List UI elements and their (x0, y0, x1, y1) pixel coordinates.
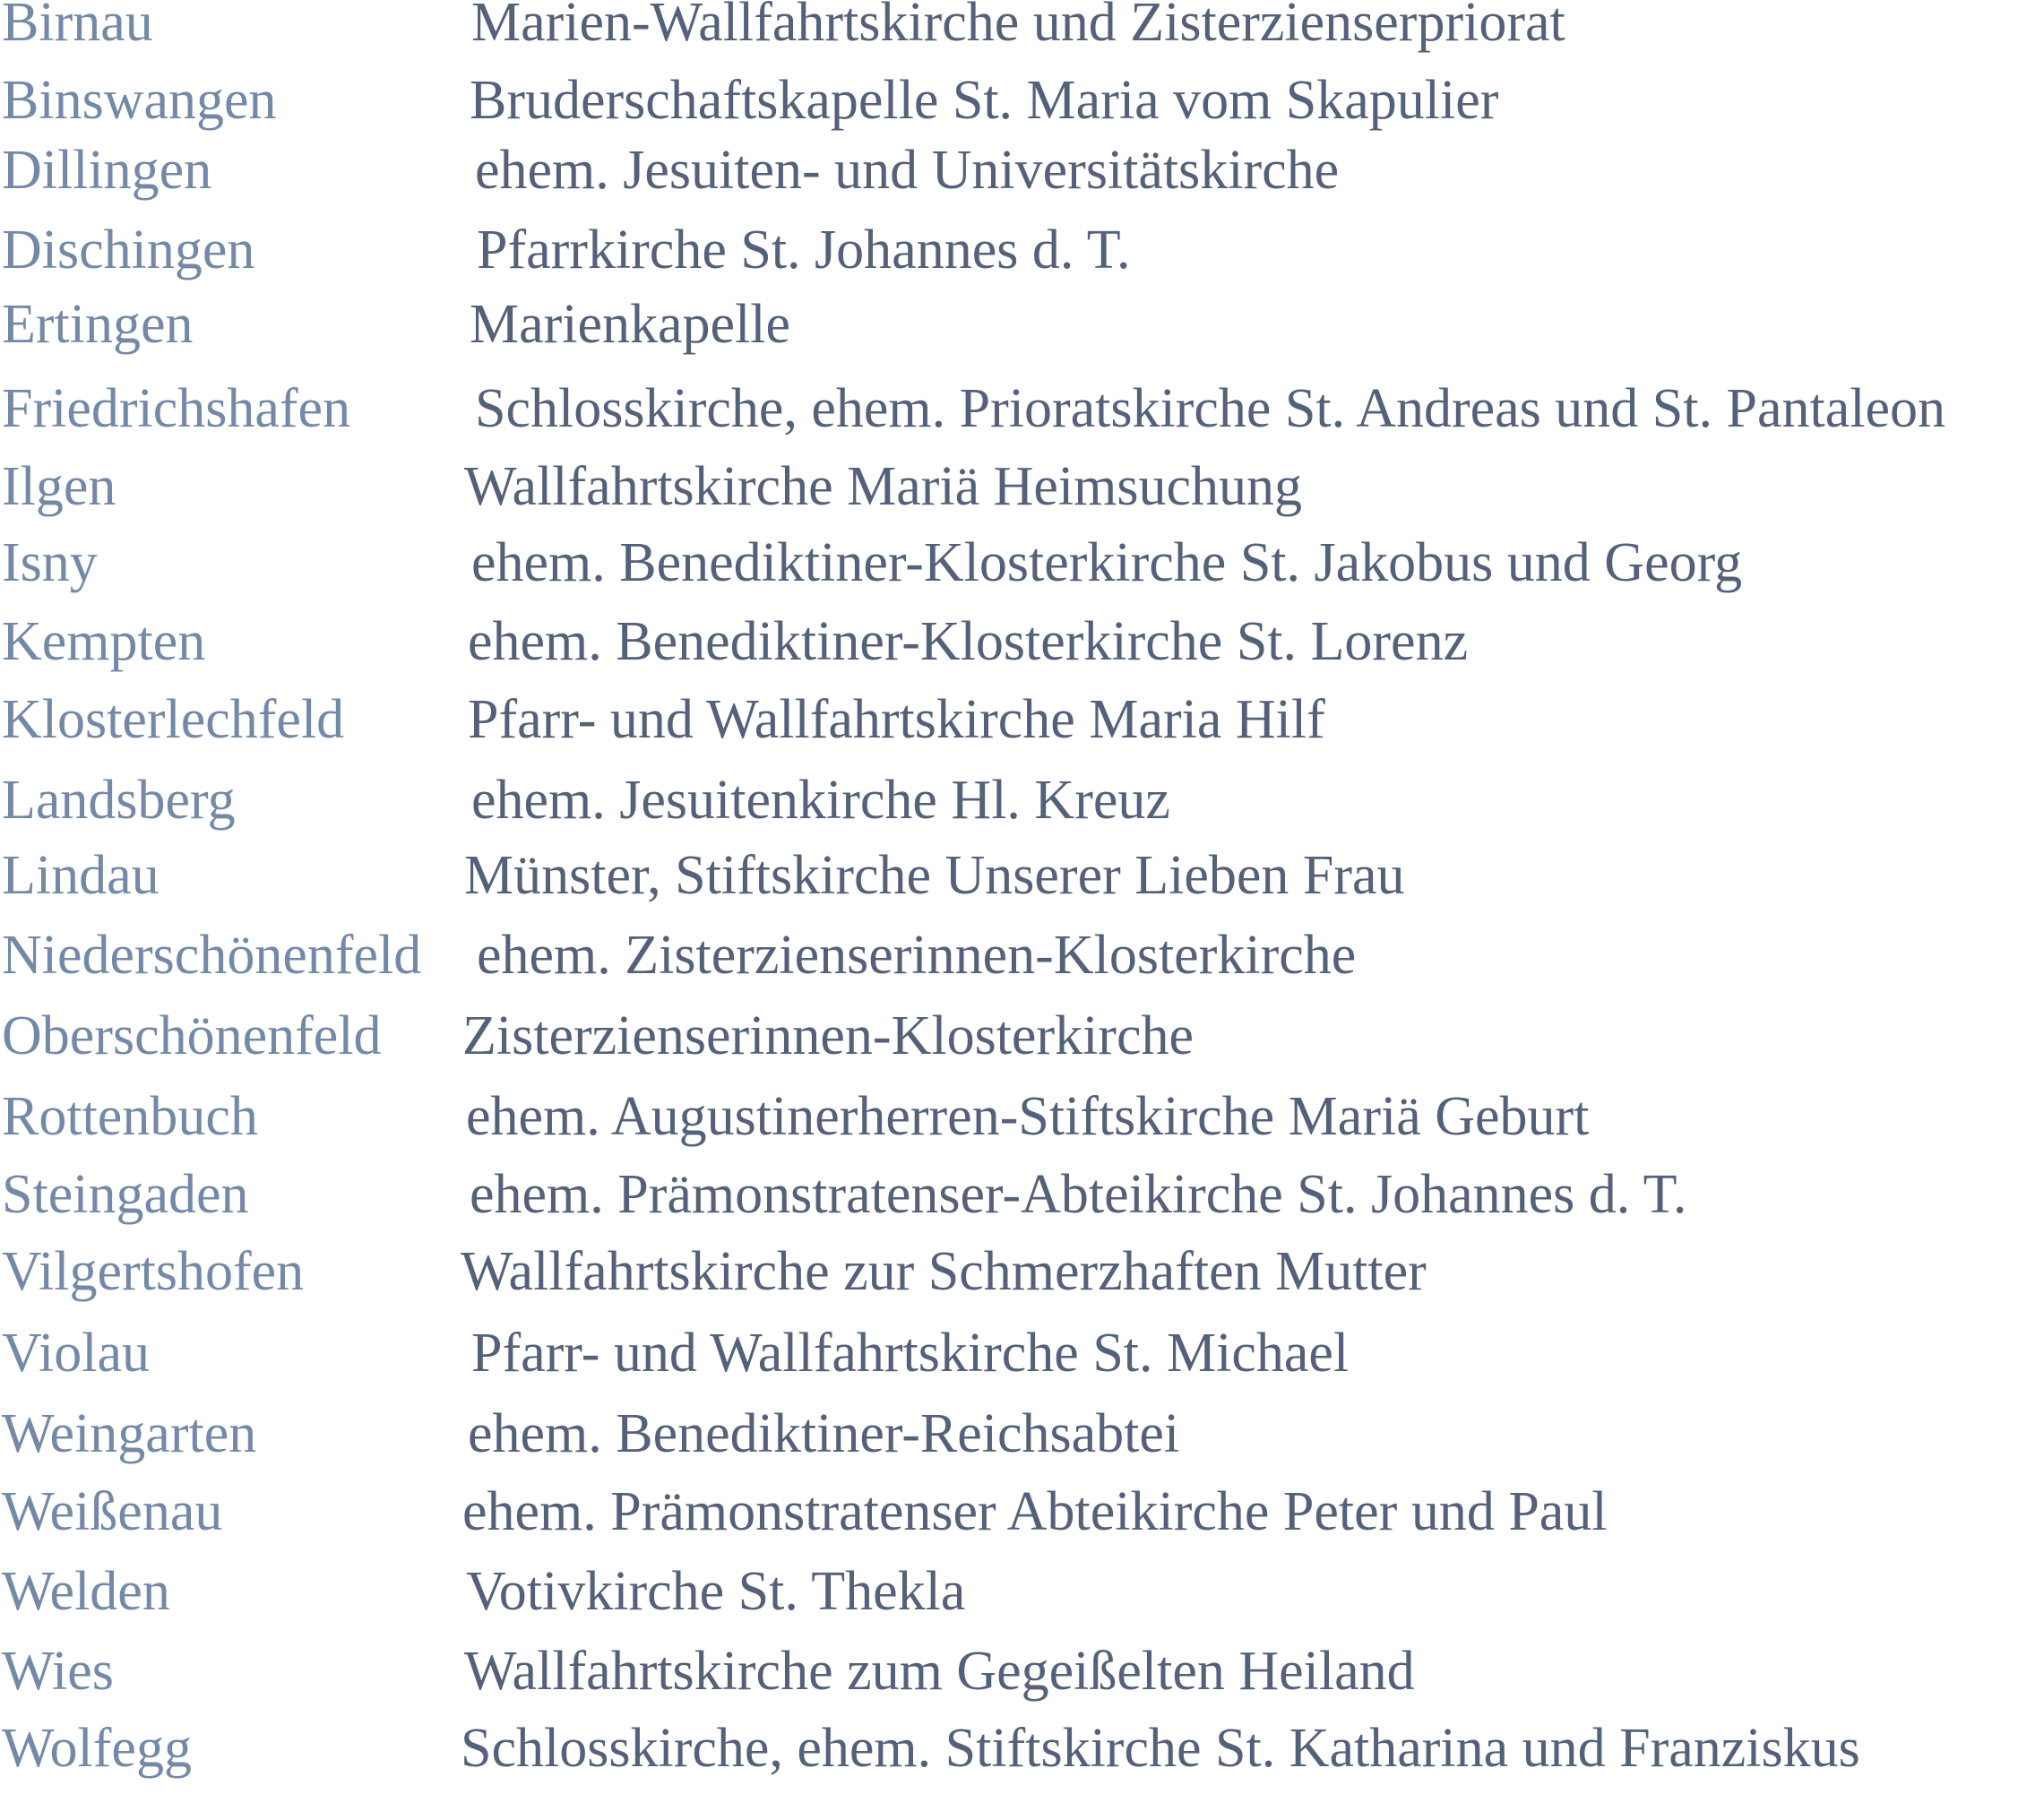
church-name: ehem. Jesuiten- und Universitätskirche (475, 140, 1340, 201)
list-item (0, 1240, 2044, 1317)
list-item (0, 139, 2044, 216)
place-name: Kempten (2, 611, 206, 672)
list-item (0, 688, 2044, 765)
church-name: Münster, Stiftskirche Unserer Lieben Frau (464, 845, 1405, 906)
church-name: ehem. Zisterzienserinnen-Klosterkirche (477, 925, 1357, 986)
list-item (0, 1640, 2044, 1717)
church-name: ehem. Prämonstratenser-Abteikirche St. Johannes d. T. (470, 1164, 1687, 1225)
place-name: Birnau (2, 0, 153, 53)
church-name: ehem. Benediktiner-Klosterkirche St. Lorenz (468, 611, 1469, 672)
place-name: Steingaden (2, 1164, 249, 1225)
place-name: Ertingen (2, 294, 194, 355)
list-item (0, 0, 2044, 68)
place-name: Wolfegg (2, 1718, 192, 1779)
place-name: Niederschönenfeld (2, 925, 422, 986)
place-name: Dillingen (2, 140, 212, 201)
place-name: Vilgertshofen (2, 1241, 305, 1302)
church-name: Schlosskirche, ehem. Stiftskirche St. Katharina und Franziskus (461, 1718, 1860, 1779)
church-name: ehem. Prämonstratenser Abteikirche Peter und Paul (462, 1481, 1608, 1542)
list-item (0, 1085, 2044, 1162)
list-item (0, 610, 2044, 687)
church-name: ehem. Benediktiner-Klosterkirche St. Jakobus und Georg (471, 532, 1743, 593)
church-name: Marienkapelle (470, 294, 791, 355)
list-item (0, 69, 2044, 146)
church-name: Marien-Wallfahrtskirche und Zisterzienserpriorat (471, 0, 1565, 53)
church-name: Wallfahrtskirche zur Schmerzhaften Mutter (461, 1241, 1427, 1302)
list-item (0, 769, 2044, 846)
church-name: Bruderschaftskapelle St. Maria vom Skapulier (470, 70, 1499, 131)
place-name: Ilgen (2, 456, 116, 517)
list-item (0, 1163, 2044, 1240)
church-name: Zisterzienserinnen-Klosterkirche (462, 1005, 1194, 1066)
place-name: Weingarten (2, 1403, 257, 1464)
place-name: Welden (2, 1561, 170, 1622)
list-item (0, 844, 2044, 921)
place-name: Rottenbuch (2, 1086, 258, 1147)
place-name: Oberschönenfeld (2, 1005, 382, 1066)
list-item (0, 1005, 2044, 1082)
place-name: Violau (2, 1323, 151, 1384)
church-name: Pfarr- und Wallfahrtskirche Maria Hilf (468, 689, 1325, 750)
place-name: Wies (2, 1641, 114, 1702)
place-name: Lindau (2, 845, 160, 906)
list-item (0, 1402, 2044, 1479)
place-name: Dischingen (2, 220, 255, 280)
place-name: Weißenau (2, 1481, 223, 1542)
place-name: Friedrichshafen (2, 378, 351, 439)
list-item (0, 377, 2044, 454)
church-name: Schlosskirche, ehem. Prioratskirche St. Andreas und St. Pantaleon (475, 378, 1946, 439)
list-item (0, 293, 2044, 370)
list-item (0, 1717, 2044, 1794)
church-name: Pfarr- und Wallfahrtskirche St. Michael (471, 1323, 1350, 1384)
place-name: Landsberg (2, 770, 236, 831)
church-name: ehem. Jesuitenkirche Hl. Kreuz (471, 770, 1170, 831)
church-name: Wallfahrtskirche Mariä Heimsuchung (464, 456, 1303, 517)
church-name: ehem. Augustinerherren-Stiftskirche Mariä Geburt (466, 1086, 1590, 1147)
list-item (0, 1480, 2044, 1557)
church-name: Pfarrkirche St. Johannes d. T. (477, 220, 1131, 280)
list-item (0, 924, 2044, 1001)
place-name: Klosterlechfeld (2, 689, 345, 750)
list-item (0, 219, 2044, 296)
church-name: Wallfahrtskirche zum Gegeißelten Heiland (464, 1641, 1415, 1702)
list-item (0, 1560, 2044, 1637)
church-name: ehem. Benediktiner-Reichsabtei (468, 1403, 1180, 1464)
list-item (0, 531, 2044, 608)
place-name: Isny (2, 532, 98, 593)
place-name: Binswangen (2, 70, 277, 131)
church-name: Votivkirche St. Thekla (466, 1561, 966, 1622)
list-item (0, 455, 2044, 532)
list-item (0, 1322, 2044, 1399)
